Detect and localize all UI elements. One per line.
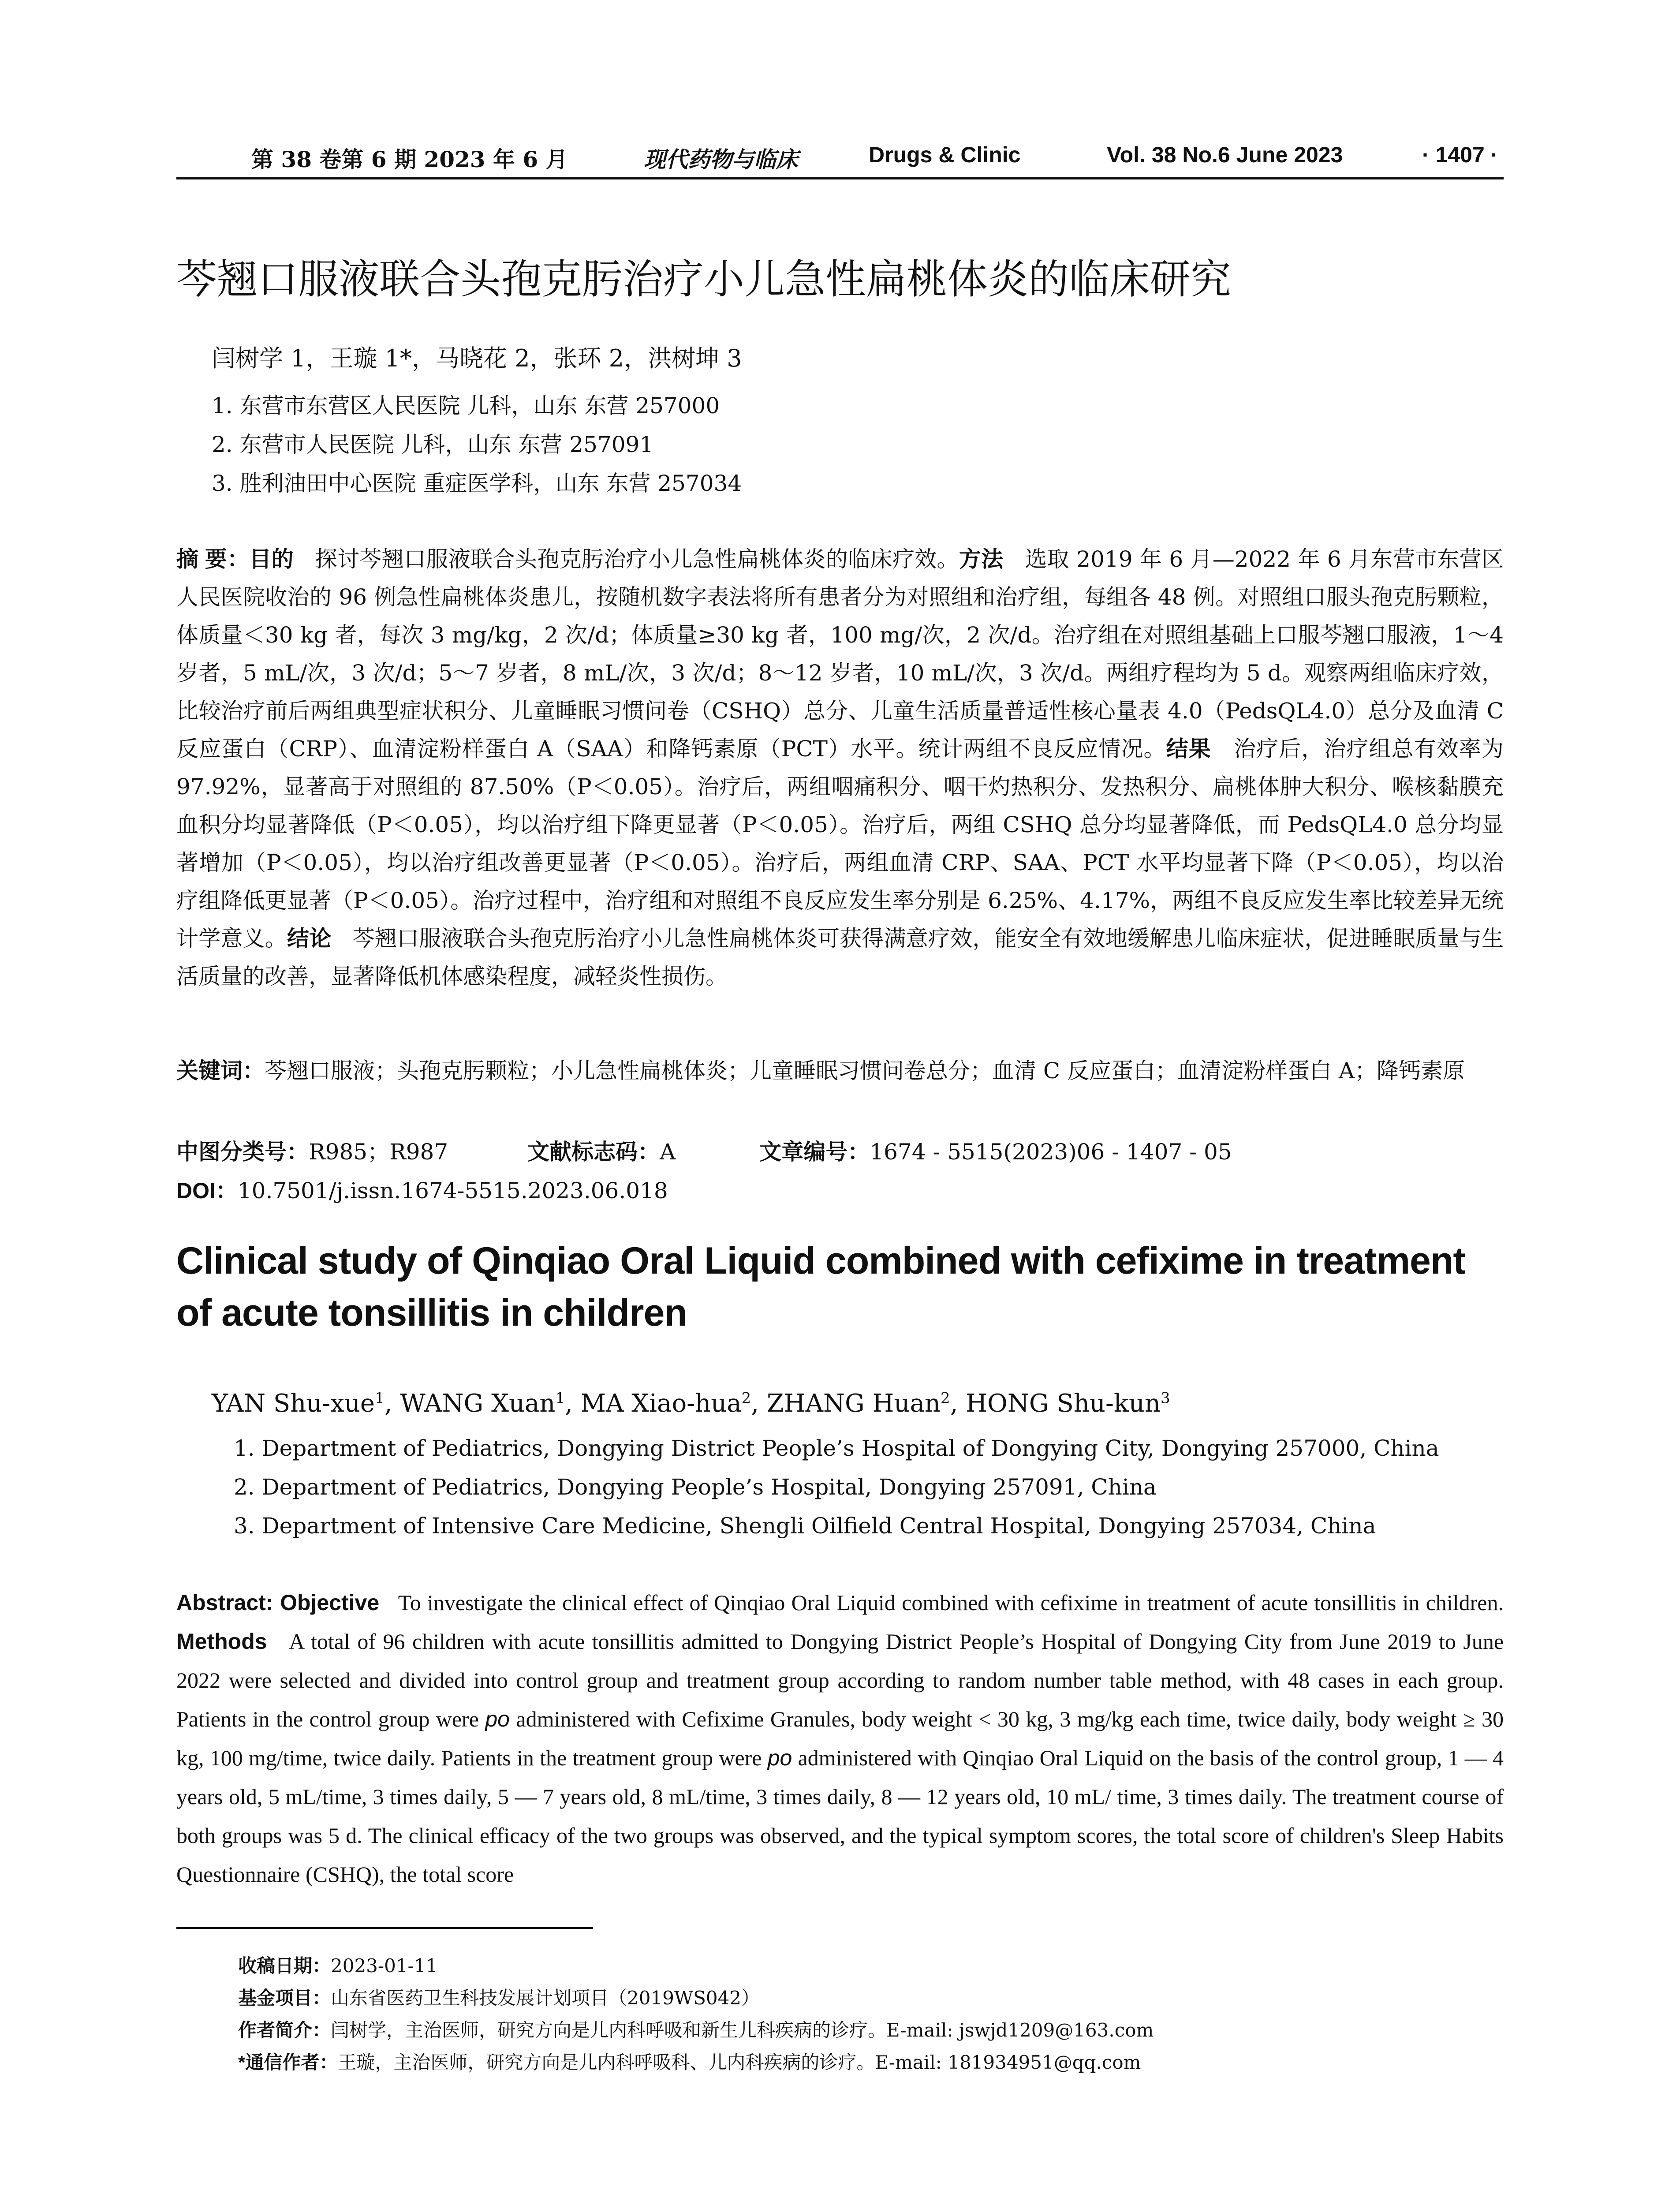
abstract-en	[176, 1583, 1504, 1894]
affiliation-en-3: 3. Department of Intensive Care Medicine, Shengli Oilfield Central Hospital, Dongying 257034, China	[234, 1513, 1376, 1539]
corresponding-label: *通信作者：	[238, 2052, 338, 2073]
objective-cn: 探讨芩翘口服液联合头孢克肟治疗小儿急性扁桃体炎的临床疗效。	[315, 546, 959, 572]
abstract-en-label: Abstract: Objective	[176, 1590, 380, 1615]
footnote-corresponding	[238, 2048, 1141, 2074]
methods-en-label: Methods	[176, 1629, 267, 1654]
methods-cn: 选取 2019 年 6 月—2022 年 6 月东营市东营区人民医院收治的 96 例急性扁桃体炎患儿，按随机数字表法将所有患者分为对照组和治疗组，每组各 48 例。对照组口服头孢克肟颗粒，体质量＜30 kg 者，每次 3 mg/kg，2 次/d；体质量≥30 kg 者，100 mg/次，2 次/d。治疗组在对照组基础上口服芩翘口服液，1～4 岁者，5 mL/次，3 次/d；5～7 岁者，8 mL/次，3 次/d；8～12 岁者，10 mL/次，3 次/d。两组疗程均为 5 d。观察两组临床疗效，比较治疗前后两组典型症状积分、儿童睡眠习惯问卷（CSHQ）总分、儿童生活质量普适性核心量表 4.0（PedsQL4.0）总分及血清 C 反应蛋白（CRP）、血清淀粉样蛋白 A（SAA）和降钙素原（PCT）水平。统计两组不良反应情况。	[176, 546, 1504, 762]
abstract-cn-label: 摘 要：	[176, 547, 250, 572]
author-en-2-sup: 1	[555, 1389, 565, 1407]
affiliation-en-1: 1. Department of Pediatrics, Dongying District People’s Hospital of Dongying City, Dongying 257000, China	[234, 1435, 1439, 1461]
keywords-text: 芩翘口服液；头孢克肟颗粒；小儿急性扁桃体炎；儿童睡眠习惯问卷总分；血清 C 反应蛋白；血清淀粉样蛋白 A；降钙素原	[265, 1058, 1465, 1084]
header-rule	[176, 177, 1504, 179]
author-bio-label: 作者简介：	[238, 2020, 331, 2041]
header-volume-en: Vol. 38 No.6 June 2023	[1107, 142, 1343, 167]
authors-cn: 闫树学 1，王璇 1*，马晓花 2，张环 2，洪树坤 3	[212, 344, 742, 372]
methods-en-part-3: administered with Qinqiao Oral Liquid on the basis of the control group, 1 — 4 years old, 5 mL/time, 3 times daily, 5 — 7 years old, 8 mL/time, 3 times daily, 8 — 12 years old, 10 mL/ time, 3 times daily. The treatment course of both groups was 5 d. The clinical efficacy of the two groups was observed, and the typical symptom scores, the total score of children's Sleep Habits Questionnaire (CSHQ), the total score	[176, 1745, 1504, 1887]
title-en: Clinical study of Qinqiao Oral Liquid combined with cefixime in treatment of acute tonsillitis in children	[176, 1240, 1466, 1334]
clc-value: R985；R987	[309, 1139, 448, 1165]
objective-en: To investigate the clinical effect of Qinqiao Oral Liquid combined with cefixime in treatment of acute tonsillitis in children.	[398, 1590, 1504, 1615]
keywords-label: 关键词：	[176, 1058, 265, 1083]
results-cn-label: 结果	[1166, 736, 1211, 761]
author-en-4: , ZHANG Huan	[751, 1389, 941, 1418]
fund-text: 山东省医药卫生科技发展计划项目（2019WS042）	[331, 1987, 760, 2009]
footnote-fund	[238, 1984, 760, 2010]
affiliation-en-2: 2. Department of Pediatrics, Dongying People’s Hospital, Dongying 257091, China	[234, 1474, 1157, 1500]
author-bio-text: 闫树学，主治医师，研究方向是儿内科呼吸和新生儿科疾病的诊疗。E-mail: jswjd1209@163.com	[331, 2019, 1154, 2041]
classification-line	[176, 1134, 1232, 1166]
clc-label: 中图分类号：	[176, 1140, 309, 1164]
keywords	[176, 1052, 1504, 1090]
po-abbrev-2: po	[767, 1745, 792, 1770]
author-en-5: , HONG Shu-kun	[950, 1389, 1161, 1418]
author-en-3: , MA Xiao-hua	[565, 1389, 742, 1418]
objective-cn-label: 目的	[249, 547, 294, 572]
article-number-value: 1674 - 5515(2023)06 - 1407 - 05	[870, 1139, 1232, 1165]
header-journal-en: Drugs & Clinic	[869, 142, 1021, 167]
methods-cn-label: 方法	[959, 547, 1004, 572]
corresponding-text: 王璇，主治医师，研究方向是儿内科呼吸科、儿内科疾病的诊疗。E-mail: 181934951@qq.com	[338, 2052, 1141, 2073]
received-label: 收稿日期：	[238, 1955, 331, 1976]
author-en-1-sup: 1	[375, 1389, 385, 1407]
doc-code-label: 文献标志码：	[527, 1140, 660, 1164]
affiliation-cn-3: 3. 胜利油田中心医院 重症医学科，山东 东营 257034	[212, 471, 742, 496]
methods-en-part-2: administered with Cefixime Granules, body weight < 30 kg, 3 mg/kg each time, twice daily, body weight ≥ 30 kg, 100 mg/time, twice daily. Patients in the treatment group were	[176, 1707, 1504, 1770]
title-cn: 芩翘口服液联合头孢克肟治疗小儿急性扁桃体炎的临床研究	[176, 256, 1232, 303]
conclusion-cn: 芩翘口服液联合头孢克肟治疗小儿急性扁桃体炎可获得满意疗效，能安全有效地缓解患儿临床症状，促进睡眠质量与生活质量的改善，显著降低机体感染程度，减轻炎性损伤。	[176, 926, 1504, 989]
received-date: 2023-01-11	[331, 1955, 438, 1977]
doc-code-value: A	[660, 1139, 676, 1165]
article-number-label: 文章编号：	[759, 1140, 870, 1164]
doi-label: DOI：	[176, 1178, 238, 1203]
doi-line	[176, 1173, 668, 1205]
fund-label: 基金项目：	[238, 1988, 331, 2008]
abstract-cn	[176, 540, 1504, 995]
header-volume-cn: 第 38 卷第 6 期 2023 年 6 月	[251, 146, 568, 172]
header-page-number: · 1407 ·	[1422, 142, 1498, 167]
author-en-3-sup: 2	[741, 1389, 751, 1407]
footnote-author-bio	[238, 2016, 1154, 2042]
footnote-received	[238, 1951, 437, 1978]
authors-en	[212, 1389, 1170, 1418]
author-en-1: YAN Shu-xue	[212, 1389, 375, 1418]
conclusion-cn-label: 结论	[287, 926, 332, 951]
affiliation-cn-1: 1. 东营市东营区人民医院 儿科，山东 东营 257000	[212, 393, 720, 419]
author-en-4-sup: 2	[940, 1389, 950, 1407]
methods-en-part-1: A total of 96 children with acute tonsillitis admitted to Dongying District People’s Hospital of Dongying City from June 2019 to June 2022 were selected and divided into control group and treatment group according to random number table method, with 48 cases in each group. Patients in the control group were	[176, 1629, 1504, 1731]
affiliation-cn-2: 2. 东营市人民医院 儿科，山东 东营 257091	[212, 432, 654, 457]
header-journal-cn: 现代药物与临床	[644, 146, 798, 172]
author-en-5-sup: 3	[1160, 1389, 1170, 1407]
doi-link[interactable]: 10.7501/j.issn.1674-5515.2023.06.018	[237, 1178, 668, 1203]
po-abbrev-1: po	[485, 1707, 510, 1731]
footnote-rule	[176, 1927, 593, 1929]
author-en-2: , WANG Xuan	[384, 1389, 556, 1418]
results-cn: 治疗后，治疗组总有效率为 97.92%，显著高于对照组的 87.50%（P＜0.05）。治疗后，两组咽痛积分、咽干灼热积分、发热积分、扁桃体肿大积分、喉核黏膜充血积分均显著降低（P＜0.05），均以治疗组下降更显著（P＜0.05）。治疗后，两组 CSHQ 总分均显著降低，而 PedsQL4.0 总分均显著增加（P＜0.05），均以治疗组改善更显著（P＜0.05）。治疗后，两组血清 CRP、SAA、PCT 水平均显著下降（P＜0.05），均以治疗组降低更显著（P＜0.05）。治疗过程中，治疗组和对照组不良反应发生率分别是 6.25%、4.17%，两组不良反应发生率比较差异无统计学意义。	[176, 736, 1504, 951]
